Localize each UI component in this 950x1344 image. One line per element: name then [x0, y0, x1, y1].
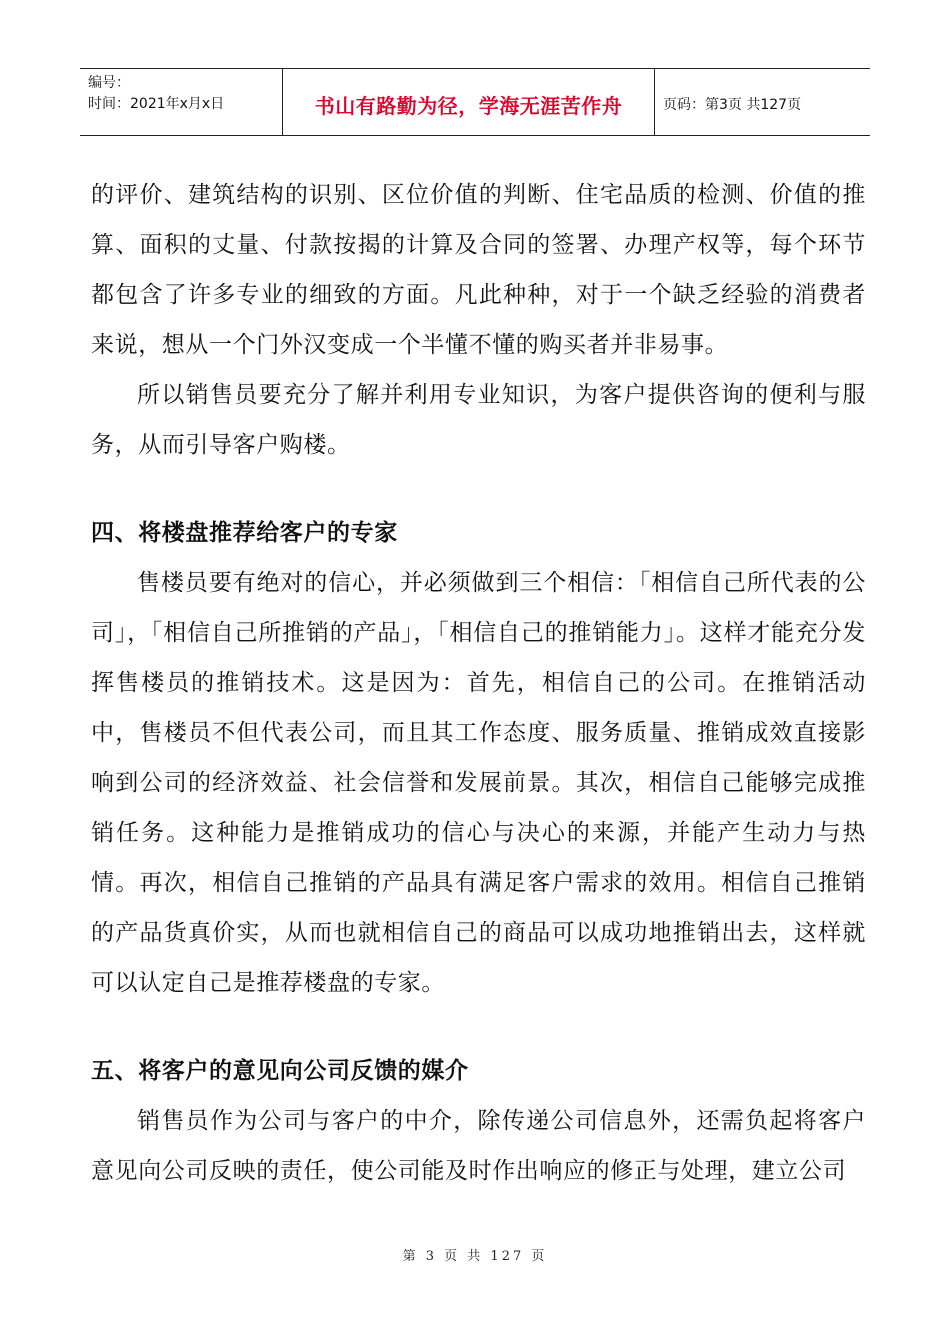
section-gap: [91, 470, 866, 508]
page-footer: 第 3 页 共 127 页: [402, 1249, 548, 1264]
document-body: [91, 170, 866, 1196]
section-gap: [91, 1008, 866, 1046]
page-header: [80, 68, 870, 136]
time-label: 时间：2021年x月x日: [88, 96, 225, 112]
header-motto: 书山有路勤为径，学海无涯苦作舟: [283, 69, 655, 135]
section-heading-4: 四、将楼盘推荐给客户的专家: [91, 520, 398, 546]
paragraph-4: 销售员作为公司与客户的中介，除传递公司信息外，还需负起将客户意见向公司反映的责任，使公司能及时作出响应的修正与处理，建立公司: [91, 1108, 866, 1184]
section-heading-5: 五、将客户的意见向公司反馈的媒介: [91, 1058, 469, 1084]
header-meta: [80, 69, 283, 135]
serial-label: 编号：: [88, 75, 130, 91]
paragraph-3: 售楼员要有绝对的信心，并必须做到三个相信：「相信自己所代表的公司」，「相信自己所推销的产品」，「相信自己的推销能力」。这样才能充分发挥售楼员的推销技术。这是因为：首先，相信自己的公司。在推销活动中，售楼员不但代表公司，而且其工作态度、服务质量、推销成效直接影响到公司的经济效益、社会信誉和发展前景。其次，相信自己能够完成推销任务。这种能力是推销成功的信心与决心的来源，并能产生动力与热情。再次，相信自己推销的产品具有满足客户需求的效用。相信自己推销的产品货真价实，从而也就相信自己的商品可以成功地推销出去，这样就可以认定自己是推荐楼盘的专家。: [91, 570, 866, 996]
paragraph-1: 的评价、建筑结构的识别、区位价值的判断、住宅品质的检测、价值的推算、面积的丈量、付款按揭的计算及合同的签署、办理产权等，每个环节都包含了许多专业的细致的方面。凡此种种，对于一个缺乏经验的消费者来说，想从一个门外汉变成一个半懂不懂的购买者并非易事。: [91, 182, 866, 358]
paragraph-2: 所以销售员要充分了解并利用专业知识，为客户提供咨询的便利与服务，从而引导客户购楼。: [91, 382, 866, 458]
header-page-info: 页码：第3页 共127页: [663, 97, 802, 113]
